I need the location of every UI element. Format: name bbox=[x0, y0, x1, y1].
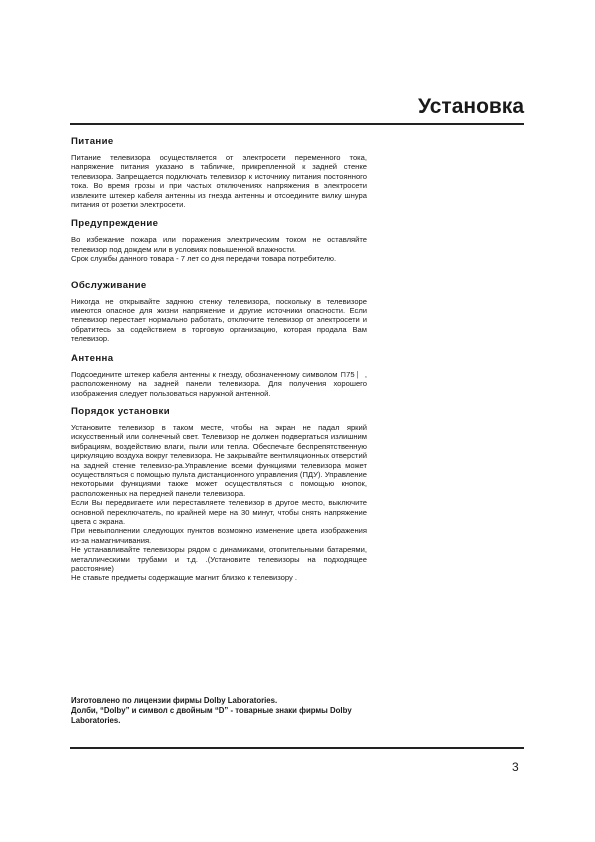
page-number: 3 bbox=[512, 760, 519, 774]
service-text: Никогда не открывайте заднюю стенку телевизора, поскольку в телевизоре имеются опасное для жизни напряжение и другие источники опасности. Если телевизор перестает нормально работать, отключите телевизор от электросети и обратитесь за содействием в торговую организацию, которая продала Вам телевизор. bbox=[71, 296, 367, 344]
install-paragraph-1: Установите телевизор в таком месте, чтобы на экран не падал яркий искусственный или солнечный свет. Телевизор не должен подвергаться излишним вибрациям, воздействию влаги, пыли или тепла. Обеспечьте беспрепятственную циркуляцию воздуха вокруг телевизора. Не закрывайте вентиляционных отверстий на задней стенке телевизо-ра.Управление всеми функциями телевизора может осуществляться с помощью пульта дистанционного управления (ПДУ). Управление некоторыми функциями также может осуществляться с помощью кнопок, расположенных на передней панели телевизора. bbox=[71, 422, 367, 498]
warning-text: Во избежание пожара или поражения электрическим током не оставляйте телевизор под дождем или в условиях повышенной влажности. bbox=[71, 235, 367, 254]
service-heading: Обслуживание bbox=[71, 279, 147, 291]
install-heading: Порядок установки bbox=[71, 405, 171, 417]
power-heading: Питание bbox=[71, 136, 114, 147]
license-notice bbox=[71, 696, 371, 727]
section-install bbox=[71, 406, 367, 583]
install-paragraph-5: Не ставьте предметы содержащие магнит близко к телевизору . bbox=[71, 573, 297, 583]
section-warning bbox=[71, 218, 367, 263]
bottom-divider bbox=[70, 747, 524, 749]
antenna-text: Подсоедините штекер кабеля антенны к гнезду, обозначенному символом ⊓75 ⎸, расположенному на задней панели телевизора. Для получения хорошего изображения следует пользоваться наружной антенной. bbox=[71, 369, 367, 398]
service-life-text: Срок службы данного товара - 7 лет со дня передачи товара потребителю. bbox=[71, 254, 337, 264]
section-antenna bbox=[71, 353, 367, 398]
page-title: Установка bbox=[418, 95, 524, 118]
power-text: Питание телевизора осуществляется от электросети переменного тока, напряжение питания указано в табличке, прикрепленной к задней стенке телевизора. Запрещается подключать телевизор к источнику питания постоянного тока. Во время грозы и при частых отключениях напряжения в электросети извлеките штекер кабеля антенны из гнезда антенны и отсоедините вилку шнура питания от розетки электросети. bbox=[71, 153, 367, 210]
install-paragraph-4: Не устанавливайте телевизоры рядом с динамиками, отопительными батареями, металлическими трубами и т.д. .(Установите телевизоры на подходящее расстояние) bbox=[71, 545, 367, 573]
main-content bbox=[71, 136, 367, 583]
install-paragraph-3: При невыполнении следующих пунктов возможно изменение цвета изображения из-за намагничивания. bbox=[71, 526, 367, 545]
antenna-heading: Антенна bbox=[71, 352, 114, 364]
top-divider bbox=[70, 123, 524, 125]
warning-heading: Предупреждение bbox=[71, 218, 159, 230]
section-power bbox=[71, 136, 367, 209]
license-line-2: Долби, “Dolby” и символ с двойным “D” - товарные знаки фирмы Dolby Laboratories. bbox=[71, 706, 352, 726]
license-line-1: Изготовлено по лицензии фирмы Dolby Laboratories. bbox=[71, 696, 278, 705]
section-service bbox=[71, 280, 367, 344]
install-paragraph-2: Если Вы передвигаете или переставляете телевизор в другое место, выключите основной переключатель, по крайней мере на 30 минут, чтобы снять напряжение цвета с экрана. bbox=[71, 498, 367, 526]
